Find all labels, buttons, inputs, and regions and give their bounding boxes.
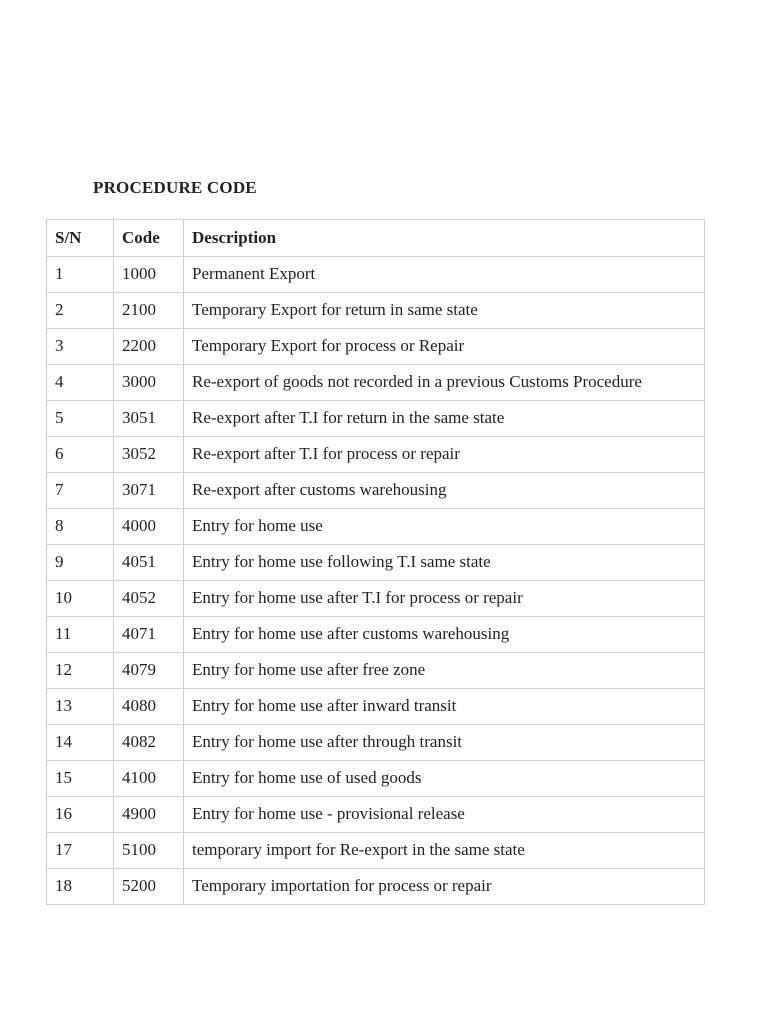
cell-sn: 13	[47, 689, 114, 725]
cell-description: Permanent Export	[184, 257, 705, 293]
cell-code: 3051	[114, 401, 184, 437]
cell-description: Entry for home use following T.I same state	[184, 545, 705, 581]
table-row	[47, 761, 705, 797]
cell-sn: 18	[47, 869, 114, 905]
table-row	[47, 689, 705, 725]
table-row	[47, 653, 705, 689]
cell-code: 2200	[114, 329, 184, 365]
cell-code: 4079	[114, 653, 184, 689]
cell-sn: 11	[47, 617, 114, 653]
cell-description: Entry for home use - provisional release	[184, 797, 705, 833]
cell-code: 5100	[114, 833, 184, 869]
table-row	[47, 473, 705, 509]
cell-description: Entry for home use after customs warehousing	[184, 617, 705, 653]
cell-description: Entry for home use after inward transit	[184, 689, 705, 725]
cell-code: 4052	[114, 581, 184, 617]
cell-description: Re-export after T.I for return in the same state	[184, 401, 705, 437]
table-row	[47, 617, 705, 653]
cell-sn: 6	[47, 437, 114, 473]
table-row	[47, 797, 705, 833]
header-sn: S/N	[47, 220, 114, 257]
table-row	[47, 365, 705, 401]
cell-sn: 3	[47, 329, 114, 365]
cell-code: 4071	[114, 617, 184, 653]
cell-sn: 14	[47, 725, 114, 761]
cell-code: 3052	[114, 437, 184, 473]
table-row	[47, 329, 705, 365]
cell-sn: 1	[47, 257, 114, 293]
table-row	[47, 257, 705, 293]
cell-description: Re-export after T.I for process or repair	[184, 437, 705, 473]
cell-sn: 8	[47, 509, 114, 545]
cell-code: 4080	[114, 689, 184, 725]
cell-description: Temporary Export for return in same state	[184, 293, 705, 329]
table-row	[47, 833, 705, 869]
cell-sn: 2	[47, 293, 114, 329]
cell-code: 4900	[114, 797, 184, 833]
cell-code: 4000	[114, 509, 184, 545]
cell-code: 4100	[114, 761, 184, 797]
cell-code: 4082	[114, 725, 184, 761]
cell-code: 5200	[114, 869, 184, 905]
cell-sn: 7	[47, 473, 114, 509]
cell-description: Re-export of goods not recorded in a previous Customs Procedure	[184, 365, 705, 401]
table-row	[47, 401, 705, 437]
cell-sn: 5	[47, 401, 114, 437]
cell-sn: 9	[47, 545, 114, 581]
header-description: Description	[184, 220, 705, 257]
cell-code: 4051	[114, 545, 184, 581]
cell-code: 3000	[114, 365, 184, 401]
table-row	[47, 725, 705, 761]
table-row	[47, 869, 705, 905]
cell-sn: 12	[47, 653, 114, 689]
cell-code: 3071	[114, 473, 184, 509]
cell-description: Entry for home use	[184, 509, 705, 545]
cell-description: Re-export after customs warehousing	[184, 473, 705, 509]
cell-description: Temporary importation for process or repair	[184, 869, 705, 905]
table-header-row	[47, 220, 705, 257]
cell-description: Entry for home use of used goods	[184, 761, 705, 797]
page-title: PROCEDURE CODE	[93, 178, 257, 197]
cell-description: Entry for home use after T.I for process or repair	[184, 581, 705, 617]
cell-code: 2100	[114, 293, 184, 329]
procedure-code-table	[46, 219, 705, 905]
cell-description: Entry for home use after through transit	[184, 725, 705, 761]
cell-description: temporary import for Re-export in the same state	[184, 833, 705, 869]
cell-description: Temporary Export for process or Repair	[184, 329, 705, 365]
cell-description: Entry for home use after free zone	[184, 653, 705, 689]
cell-sn: 15	[47, 761, 114, 797]
cell-sn: 16	[47, 797, 114, 833]
table-row	[47, 545, 705, 581]
cell-sn: 10	[47, 581, 114, 617]
cell-sn: 4	[47, 365, 114, 401]
table-row	[47, 509, 705, 545]
table-row	[47, 293, 705, 329]
cell-sn: 17	[47, 833, 114, 869]
header-code: Code	[114, 220, 184, 257]
cell-code: 1000	[114, 257, 184, 293]
table-row	[47, 437, 705, 473]
table-row	[47, 581, 705, 617]
